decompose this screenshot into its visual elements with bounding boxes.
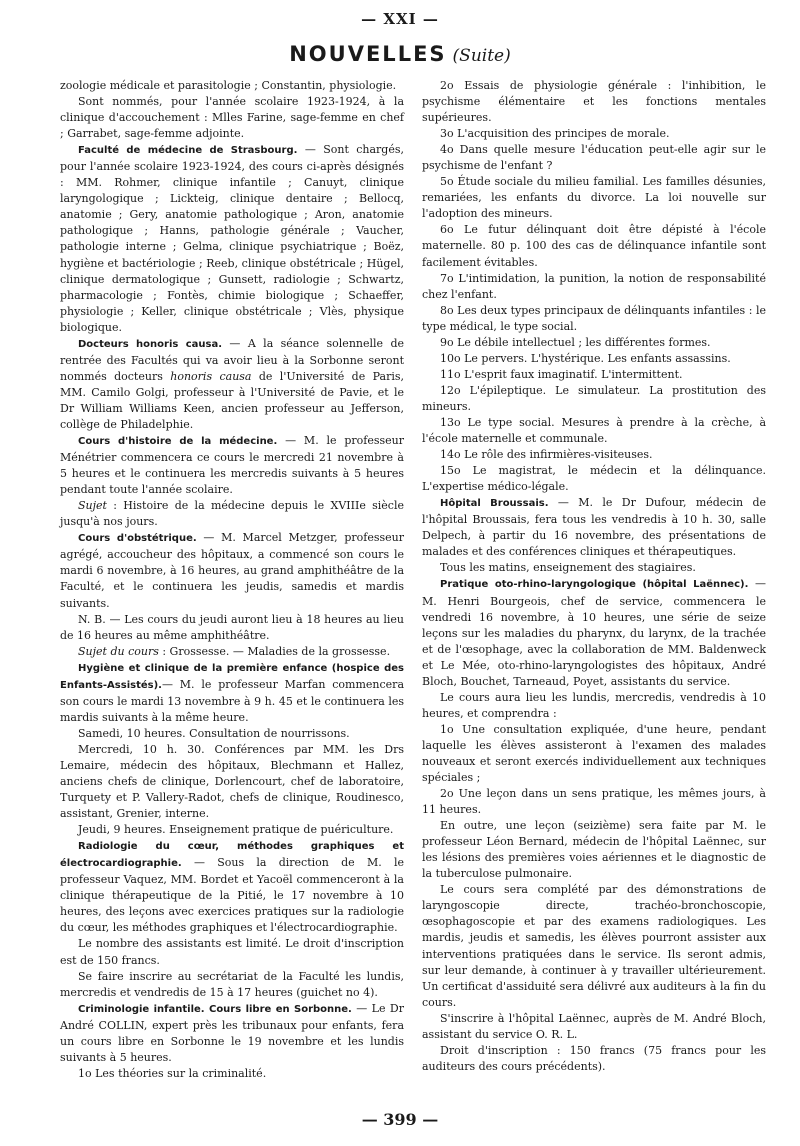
item-text: — Sont chargés, pour l'année scolaire 1923-1924, des cours ci-après désignés : MM. Rohmer, clinique infantile ; Canuyt, clinique laryngologique ; Lickteig, clinique dentaire ; Bellocq, anatomie ; Gery, anatomie pathologique ; Aron, anatomie pathologique ; Hanns, pathologie générale ; Vaucher, pathologie interne ; Gelma, clinique psychiatrique ; Boëz, hygiène et bactériologie ; Reeb, clinique obstétricale ; Hügel, clinique dermatologique ; Gunsett, radiologie ; Schwartz, pharmacologie ; Fontès, chimie biologique ; Schaeffer, physiologie ; Keller, clinique obstétricale ; Vlès, physique biologique. [60, 143, 404, 334]
paragraph: zoologie médicale et parasitologie ; Constantin, physiologie. [60, 79, 397, 92]
item-heading: Faculté de médecine de Strasbourg. [78, 145, 298, 157]
item-text: — M. le professeur Ménétrier commencera ce cours le mercredi 21 novembre à 5 heures et le continuera les mercredis suivants à 5 heures pendant toute l'année scolaire. [60, 434, 405, 497]
paragraph: Tous les matins, enseignement des stagiaires. [440, 561, 696, 575]
item-text: de l'Université de Paris, MM. Camilo Golgi, professeur à l'Université de Pavie, et le Dr William Williams Keen, ancien professeur au Jefferson, collège de Philadelphie. [60, 369, 405, 431]
item-heading: Hygiène et clinique de la première enfance (hospice des Enfants-Assistés). [60, 662, 404, 691]
list-item: 10o Le pervers. L'hystérique. Les enfants assassins. [440, 351, 731, 365]
item-heading: Cours d'histoire de la médecine. [78, 436, 278, 448]
paragraph: Jeudi, 9 heures. Enseignement pratique de puériculture. [78, 823, 394, 837]
item-heading: Pratique oto-rhino-laryngologique (hôpital Laënnec). [440, 579, 749, 591]
subject-label: Sujet du cours [78, 644, 159, 658]
paragraph: Droit d'inscription : 150 francs (75 francs pour les auditeurs des cours précédents). [422, 1043, 766, 1073]
paragraph [60, 644, 404, 660]
subject-text: : Grossesse. — Maladies de la grossesse. [158, 644, 391, 658]
right-column [422, 78, 766, 1075]
paragraph: Samedi, 10 heures. Consultation de nourrissons. [78, 726, 350, 740]
paragraph: 2o Une leçon dans un sens pratique, les mêmes jours, à 11 heures. [422, 787, 766, 817]
page-number: — 399 — [361, 1110, 439, 1129]
list-item: 14o Le rôle des infirmières-visiteuses. [440, 448, 653, 462]
item-text-italic: honoris causa [170, 369, 252, 383]
list-item: 5o Étude sociale du milieu familial. Les familles désunies, remariées, les enfants du divorce. La loi nouvelle sur l'adoption des mineurs. [422, 175, 766, 221]
item-heading: Hôpital Broussais. [440, 498, 549, 510]
paragraph: Sont nommés, pour l'année scolaire 1923-1924, à la clinique d'accouchement : Mlles Farine, sage-femme en chef ; Garrabet, sage-femme adjointe. [60, 95, 404, 141]
item-heading: Cours d'obstétrique. [78, 533, 197, 545]
list-item: 13o Le type social. Mesures à prendre à la crèche, à l'école maternelle et communale. [422, 415, 766, 446]
item-text: — M. Marcel Metzger, professeur agrégé, accoucheur des hôpitaux, a commencé son cours le mardi 6 novembre, à 16 heures, au grand amphithéâtre de la Faculté, et le continuera les jeudis, samedis et mardis suivants. [60, 531, 404, 610]
news-item-laennec [422, 576, 766, 689]
paragraph: Se faire inscrire au secrétariat de la Faculté les lundis, mercredis et vendredis de 15 à 17 heures (guichet no 4). [60, 969, 404, 999]
paragraph: 1o Une consultation expliquée, d'une heure, pendant laquelle les élèves assisteront à l'examen des malades nouveaux et seront exercés individuellement aux techniques spéciales ; [422, 722, 766, 785]
news-item-broussais [422, 495, 766, 560]
news-item-strasbourg [60, 142, 404, 336]
item-text: — M. le professeur Marfan commencera son cours le mardi 13 novembre à 9 h. 45 et le continuera les mardis suivants à la même heure. [60, 677, 404, 724]
news-item-honoris-causa [60, 336, 404, 433]
item-text: — A la séance solennelle de rentrée des Facultés qui va avoir lieu à la Sorbonne seront nommés docteurs [60, 336, 404, 383]
list-item: 12o L'épileptique. Le simulateur. La prostitution des mineurs. [422, 383, 766, 413]
list-item: 3o L'acquisition des principes de morale. [440, 127, 670, 141]
item-heading: Radiologie du cœur, méthodes graphiques et électrocardiographie. [60, 841, 404, 870]
subject-label: Sujet [78, 499, 107, 513]
list-item: 9o Le débile intellectuel ; les différentes formes. [440, 335, 711, 349]
paragraph: Le cours sera complété par des démonstrations de laryngoscopie directe, trachéo-bronchoscopie, œsophagoscopie et par des examens radiologiques. Les mardis, jeudis et samedis, les élèves pourront assister aux interventions pratiquées dans le service. Ils seront admis, sur leur demande, à continuer à y travailler ultérieurement. Un certificat d'assiduité sera délivré aux auditeurs à la fin du cours. [422, 883, 766, 1009]
news-item-criminologie [60, 1001, 404, 1066]
paragraph: Mercredi, 10 h. 30. Conférences par MM. les Drs Lemaire, médecin des hôpitaux, Blechmann et Hallez, anciens chefs de clinique, Dorlencourt, chef de laboratoire, Turquety et P. Vallery-Radot, chefs de clinique, Roudinesco, assistant, Grenier, interne. [60, 742, 404, 821]
paragraph: Le cours aura lieu les lundis, mercredis, vendredis à 10 heures, et comprendra : [422, 690, 766, 720]
section-heading [0, 42, 800, 66]
section-title: NOUVELLES [289, 42, 447, 66]
list-item: 8o Les deux types principaux de délinquants infantiles : le type médical, le type social. [422, 303, 766, 333]
list-item: 1o Les théories sur la criminalité. [78, 1066, 267, 1080]
list-item: 11o L'esprit faux imaginatif. L'intermittent. [440, 367, 683, 381]
paragraph: N. B. — Les cours du jeudi auront lieu à 18 heures au lieu de 16 heures au même amphithéâtre. [60, 612, 404, 642]
news-item-obstetrique [60, 530, 404, 611]
list-item: 6o Le futur délinquant doit être dépisté à l'école maternelle. 80 p. 100 des cas de délinquance infantile sont facilement évitables. [422, 223, 766, 269]
item-text: — Le Dr André COLLIN, expert près les tribunaux pour enfants, fera un cours libre en Sorbonne le 19 novembre et les lundis suivants à 5 heures. [60, 1001, 404, 1064]
item-heading: Criminologie infantile. Cours libre en Sorbonne. [78, 1003, 352, 1015]
item-text: — M. Henri Bourgeois, chef de service, commencera le vendredi 16 novembre, à 10 heures, une série de seize leçons sur les maladies du pharynx, du larynx, de la trachée et de l'œsophage, avec la collaboration de MM. Baldenweck et Le Mée, oto-rhino-laryngologistes des hôpitaux, André Bloch, Bouchet, Tarneaud, Poyet, assistants du service. [422, 577, 766, 688]
item-heading: Docteurs honoris causa. [78, 338, 223, 350]
paragraph [60, 498, 404, 530]
paragraph: En outre, une leçon (seizième) sera faite par M. le professeur Léon Bernard, médecin de l'hôpital Laënnec, sur les lésions des premières voies aériennes et le diagnostic de la tuberculose pulmonaire. [422, 819, 766, 881]
news-item-histoire [60, 433, 404, 498]
list-item: 4o Dans quelle mesure l'éducation peut-elle agir sur le psychisme de l'enfant ? [422, 143, 766, 173]
list-item: 15o Le magistrat, le médecin et la délinquance. L'expertise médico-légale. [422, 464, 766, 494]
news-item-premiere-enfance [60, 660, 404, 726]
roman-page-number: — XXI — [361, 10, 439, 28]
list-item: 7o L'intimidation, la punition, la notion de responsabilité chez l'enfant. [422, 271, 766, 301]
news-item-radiologie [60, 838, 404, 936]
item-text: — Sous la direction de M. le professeur Vaquez, MM. Bordet et Yacoël commenceront à la clinique thérapeutique de la Pitié, le 17 novembre à 10 heures, des leçons avec exercices pratiques sur la radiologie du cœur, les méthodes graphiques et l'électrocardiographie. [60, 856, 404, 935]
paragraph: Le nombre des assistants est limité. Le droit d'inscription est de 150 francs. [60, 937, 404, 967]
list-item: 2o Essais de physiologie générale : l'inhibition, le psychisme élémentaire et les fonctions mentales supérieures. [422, 79, 766, 125]
left-column [60, 78, 404, 1082]
paragraph: S'inscrire à l'hôpital Laënnec, auprès de M. André Bloch, assistant du service O. R. L. [422, 1011, 766, 1041]
section-subtitle: (Suite) [452, 46, 511, 66]
subject-text: : Histoire de la médecine depuis le XVIIIe siècle jusqu'à nos jours. [60, 499, 404, 529]
item-text: — M. le Dr Dufour, médecin de l'hôpital Broussais, fera tous les vendredis à 10 h. 30, salle Delpech, à partir du 16 novembre, des présentations de malades et des conférences cliniques et thérapeutiques. [422, 496, 766, 559]
